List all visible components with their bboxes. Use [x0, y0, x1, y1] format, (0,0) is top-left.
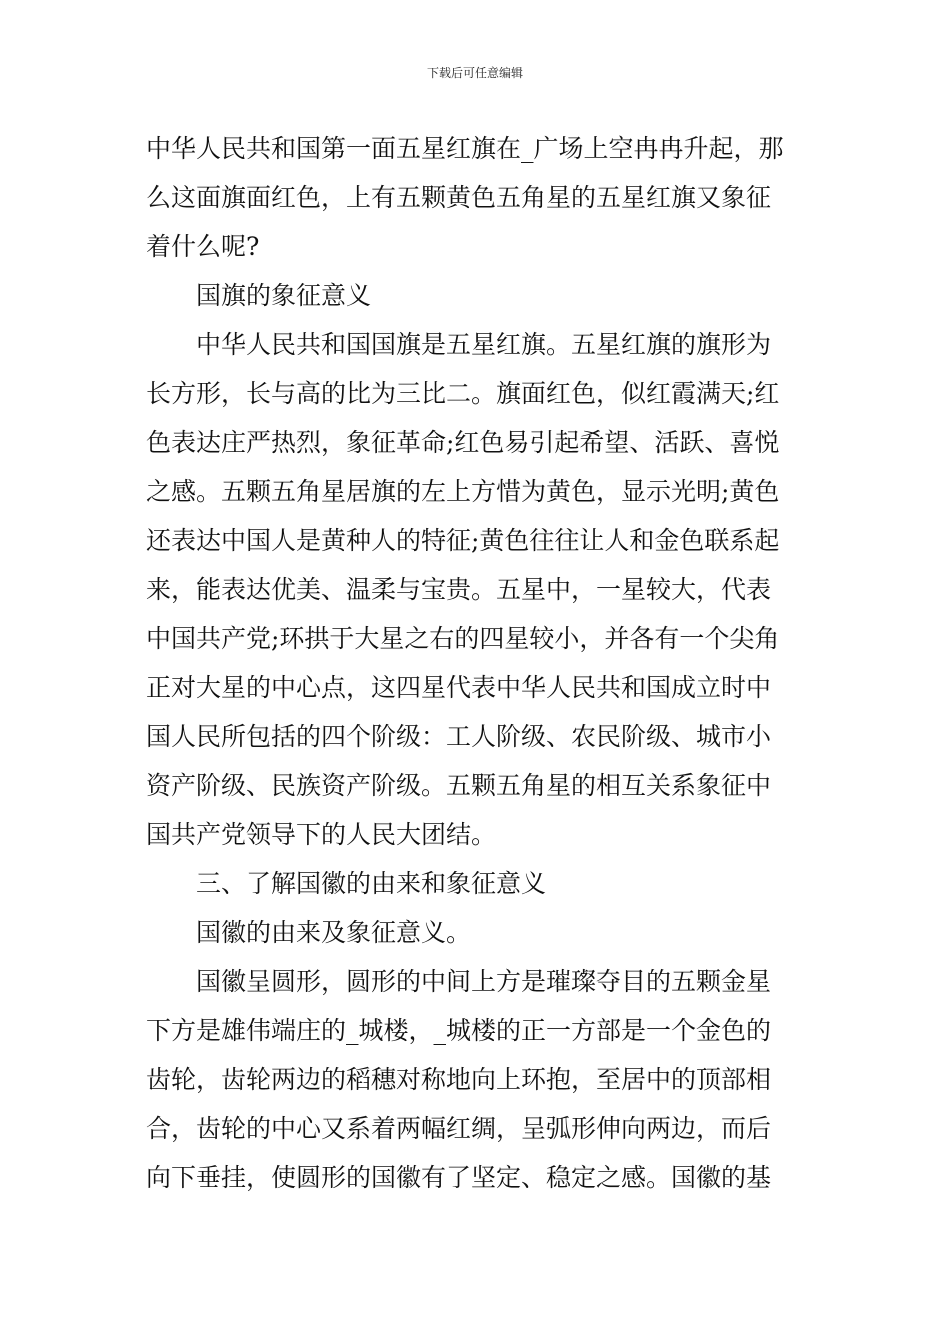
text-line: 资产阶级、民族资产阶级。五颗五角星的相互关系象征中: [146, 771, 772, 800]
text-line: 国徽呈圆形，圆形的中间上方是璀璨夺目的五颗金星: [196, 967, 772, 996]
text-line: 国徽的由来及象征意义。: [196, 918, 472, 947]
text-line: 国共产党领导下的人民大团结。: [146, 820, 497, 849]
text-line: 下方是雄伟端庄的_城楼，_城楼的正一方部是一个金色的: [146, 1016, 772, 1045]
text-line: 中华人民共和国第一面五星红旗在_广场上空冉冉升起，那: [146, 134, 784, 163]
header-note: 下载后可任意编辑: [426, 66, 523, 80]
text-line: 齿轮，齿轮两边的稻穗对称地向上环抱，至居中的顶部相: [146, 1065, 772, 1094]
text-line: 还表达中国人是黄种人的特征;黄色往往让人和金色联系起: [146, 526, 780, 555]
text-line: 正对大星的中心点，这四星代表中华人民共和国成立时中: [146, 673, 772, 702]
text-line: 三、了解国徽的由来和象征意义: [196, 869, 547, 898]
text-line: 长方形，长与高的比为三比二。旗面红色，似红霞满天;红: [146, 379, 780, 408]
text-line: 来，能表达优美、温柔与宝贵。五星中，一星较大，代表: [146, 575, 772, 604]
text-line: 合，齿轮的中心又系着两幅红绸，呈弧形伸向两边，而后: [146, 1114, 772, 1143]
text-line: 么这面旗面红色，上有五颗黄色五角星的五星红旗又象征: [146, 183, 772, 212]
text-line: 国旗的象征意义: [196, 281, 372, 310]
document-body: [146, 124, 818, 1202]
text-line: 着什么呢?: [146, 232, 260, 261]
text-line: 国人民所包括的四个阶级：工人阶级、农民阶级、城市小: [146, 722, 772, 751]
text-line: 向下垂挂，使圆形的国徽有了坚定、稳定之感。国徽的基: [146, 1163, 772, 1192]
text-line: 中华人民共和国国旗是五星红旗。五星红旗的旗形为: [196, 330, 772, 359]
text-line: 之感。五颗五角星居旗的左上方惜为黄色，显示光明;黄色: [146, 477, 780, 506]
text-line: 色表达庄严热烈，象征革命;红色易引起希望、活跃、喜悦: [146, 428, 780, 457]
text-line: 中国共产党;环拱于大星之右的四星较小，并各有一个尖角: [146, 624, 780, 653]
